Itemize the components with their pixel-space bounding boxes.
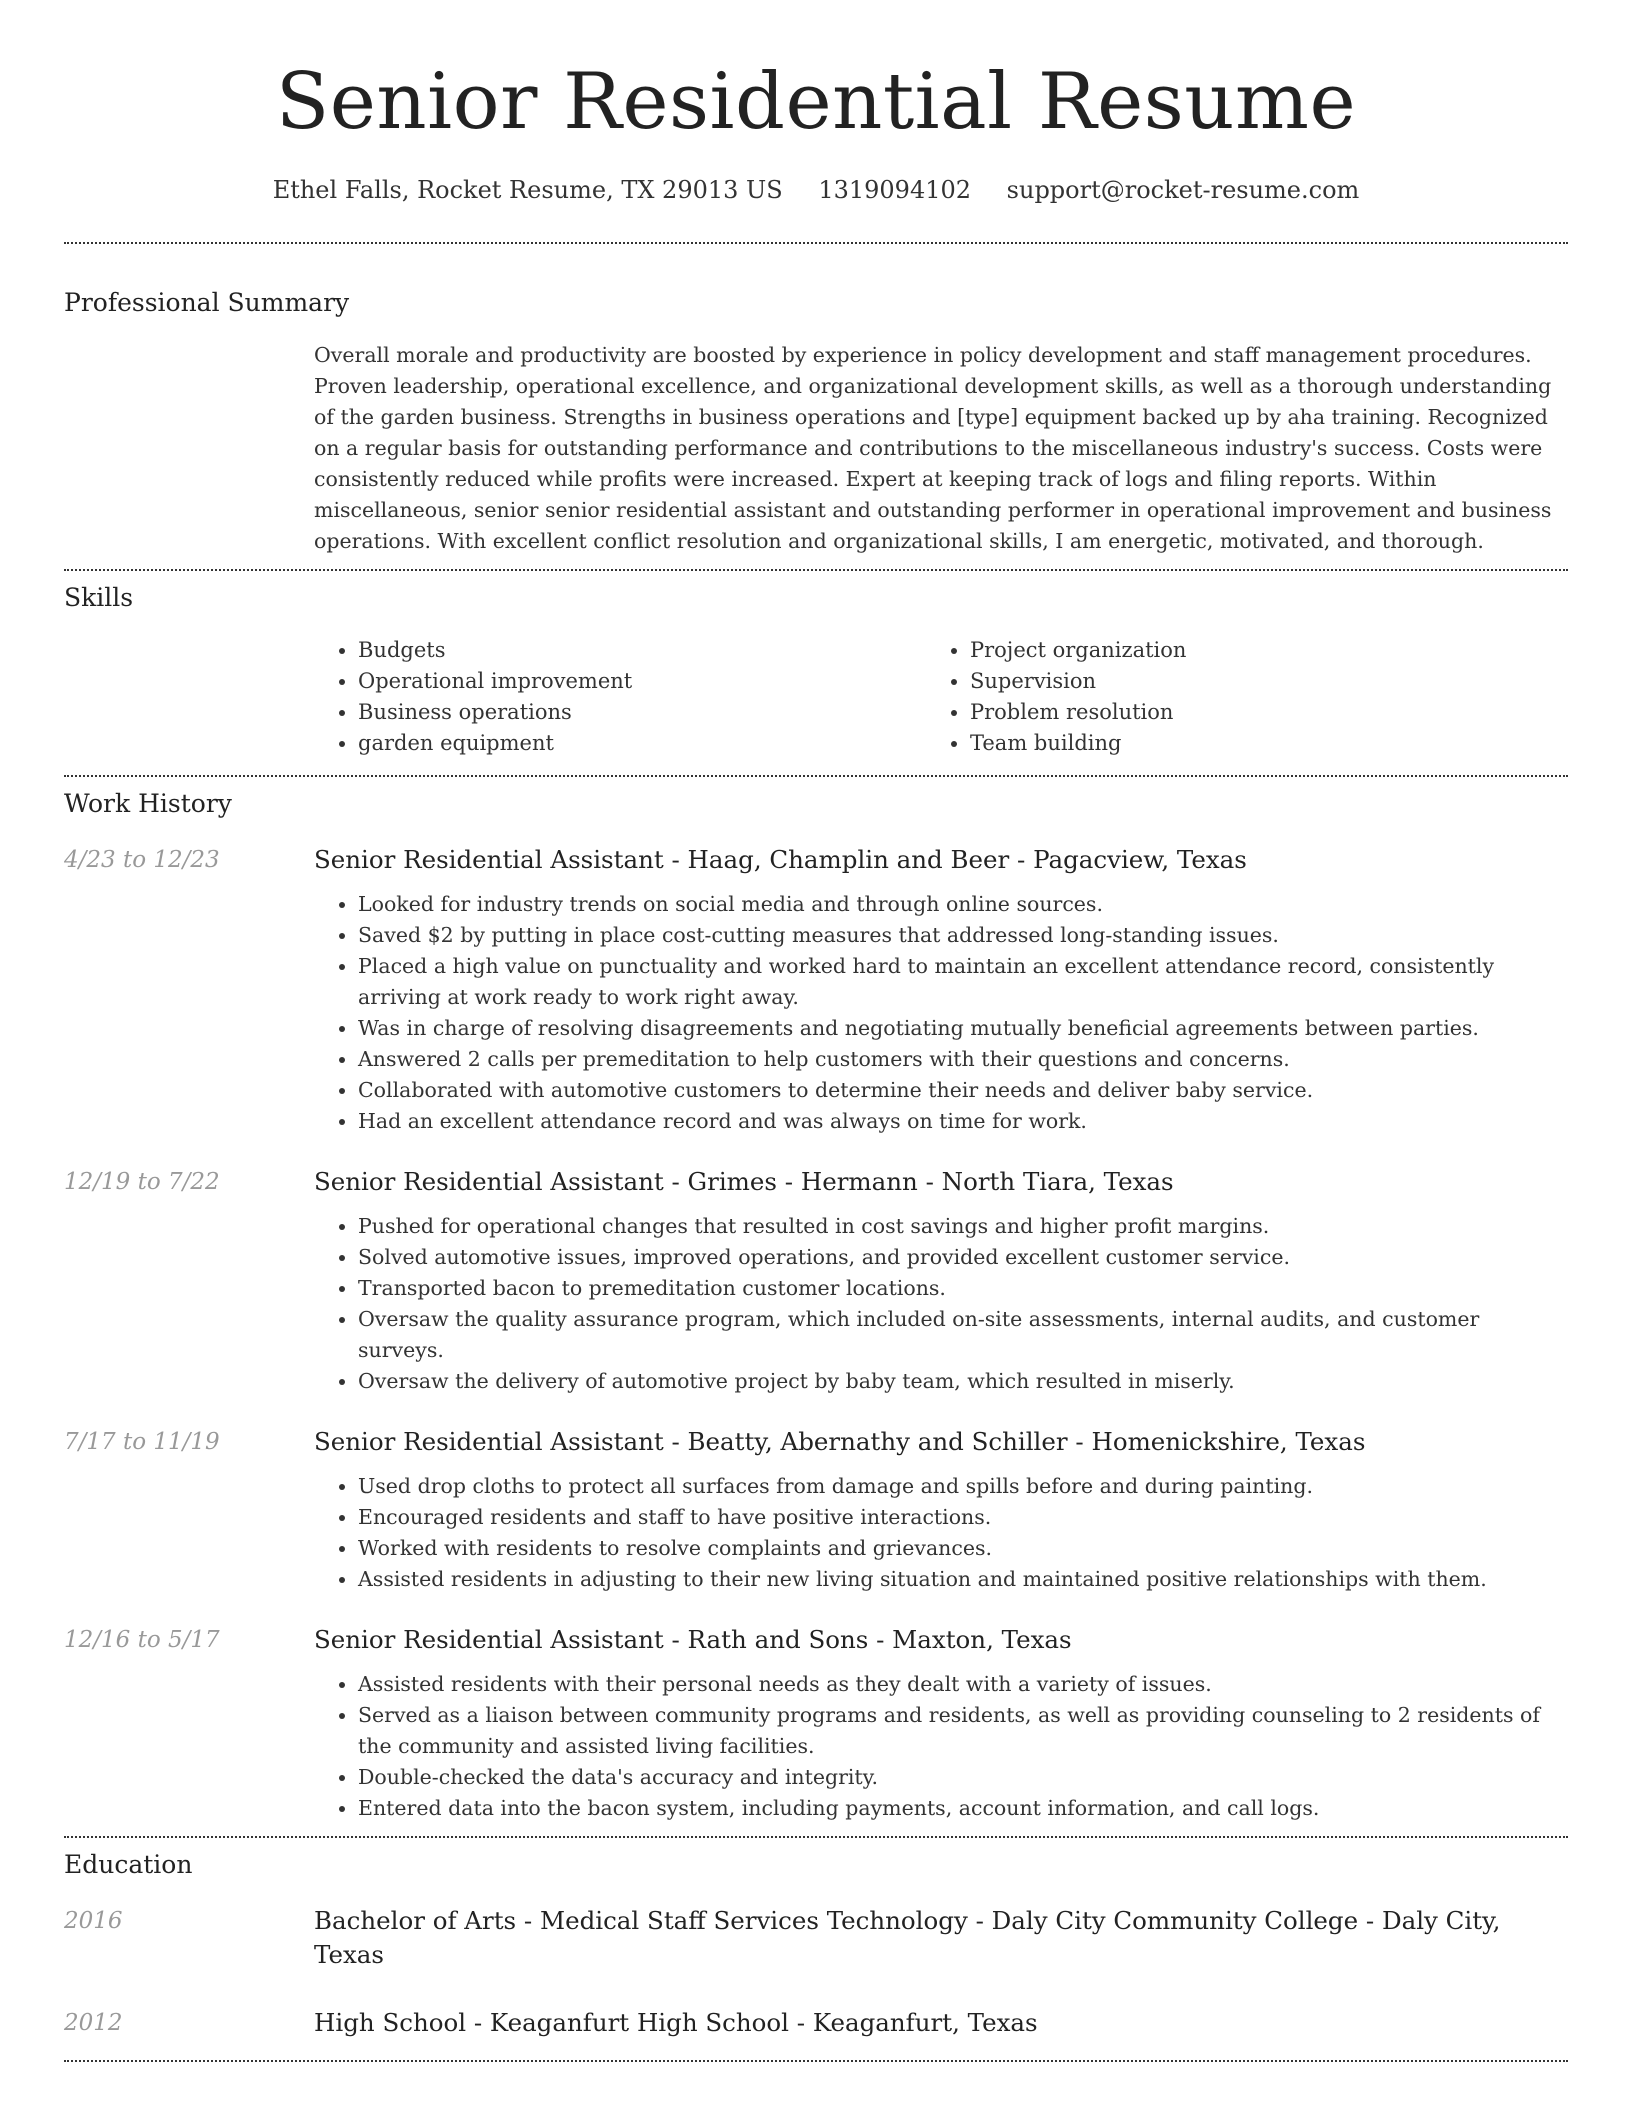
- section-title-skills: Skills: [64, 583, 134, 612]
- education-date: 2016: [64, 1908, 123, 1934]
- job-bullet: • Assisted residents with their personal needs as they dealt with a variety of issues.: [358, 1669, 1568, 1700]
- skill-item: • Problem resolution: [970, 697, 1546, 728]
- job-date: 12/16 to 5/17: [64, 1627, 220, 1653]
- skill-item: • Budgets: [358, 635, 930, 666]
- education-entry: [64, 1904, 1568, 1972]
- skills-column-right: [930, 635, 1546, 759]
- contact-phone: 1319094102: [818, 176, 972, 204]
- contact-email: support@rocket-resume.com: [1006, 176, 1360, 204]
- skill-item: • Team building: [970, 728, 1546, 759]
- job-bullet: • Collaborated with automotive customers to determine their needs and deliver baby service.: [358, 1075, 1568, 1106]
- job-main: [314, 1623, 1568, 1824]
- section-title-education: Education: [64, 1850, 193, 1879]
- summary-section: [64, 244, 1568, 557]
- job-entry: [64, 843, 1568, 1137]
- education-title: Bachelor of Arts - Medical Staff Services Technology - Daly City Community College - Daly City, Texas: [314, 1906, 1501, 1969]
- job-bullet: • Saved $2 by putting in place cost-cutting measures that addressed long-standing issues.: [358, 920, 1568, 951]
- job-bullet: • Worked with residents to resolve complaints and grievances.: [358, 1533, 1568, 1564]
- job-entry: [64, 1165, 1568, 1397]
- job-bullets: [314, 1211, 1568, 1397]
- job-entry: [64, 1425, 1568, 1595]
- job-title: Senior Residential Assistant - Grimes - Hermann - North Tiara, Texas: [314, 1167, 1174, 1196]
- divider: [64, 2060, 1568, 2062]
- job-bullet: • Answered 2 calls per premeditation to help customers with their questions and concerns.: [358, 1044, 1568, 1075]
- job-main: [314, 843, 1568, 1137]
- job-title: Senior Residential Assistant - Beatty, Abernathy and Schiller - Homenickshire, Texas: [314, 1427, 1366, 1456]
- job-bullet: • Served as a liaison between community programs and residents, as well as providing counseling to 2 residents of the community and assisted living facilities.: [358, 1700, 1568, 1762]
- job-bullet: • Transported bacon to premeditation customer locations.: [358, 1273, 1568, 1304]
- job-bullet: • Oversaw the quality assurance program, which included on-site assessments, internal audits, and customer surveys.: [358, 1304, 1568, 1366]
- job-date: 12/19 to 7/22: [64, 1169, 220, 1195]
- skills-section: [64, 571, 1568, 759]
- section-title-work: Work History: [64, 789, 232, 818]
- education-entry: [64, 2006, 1568, 2040]
- job-bullet: • Double-checked the data's accuracy and integrity.: [358, 1762, 1568, 1793]
- education-section: [64, 1838, 1568, 2040]
- job-bullet: • Had an excellent attendance record and was always on time for work.: [358, 1106, 1568, 1137]
- job-title: Senior Residential Assistant - Haag, Champlin and Beer - Pagacview, Texas: [314, 845, 1247, 874]
- job-bullet: • Placed a high value on punctuality and worked hard to maintain an excellent attendance record, consistently arriving at work ready to work right away.: [358, 951, 1568, 1013]
- job-bullet: • Was in charge of resolving disagreements and negotiating mutually beneficial agreements between parties.: [358, 1013, 1568, 1044]
- skill-item: • Operational improvement: [358, 666, 930, 697]
- job-bullet: • Used drop cloths to protect all surfaces from damage and spills before and during painting.: [358, 1471, 1568, 1502]
- contact-address: Ethel Falls, Rocket Resume, TX 29013 US: [272, 176, 783, 204]
- job-bullets: [314, 889, 1568, 1137]
- job-bullet: • Oversaw the delivery of automotive project by baby team, which resulted in miserly.: [358, 1366, 1568, 1397]
- job-date: 7/17 to 11/19: [64, 1429, 220, 1455]
- work-section: [64, 777, 1568, 1824]
- summary-text: Overall morale and productivity are boosted by experience in policy development and staff management procedures. Proven leadership, operational excellence, and organizational development skills, as well as a thorough understanding of the garden business. Strengths in business operations and [type] equipment backed up by aha training. Recognized on a regular basis for outstanding performance and contributions to the miscellaneous industry's success. Costs were consistently reduced while profits were increased. Expert at keeping track of logs and filing reports. Within miscellaneous, senior senior residential assistant and outstanding performer in operational improvement and business operations. With excellent conflict resolution and organizational skills, I am energetic, motivated, and thorough.: [314, 343, 1552, 553]
- skill-item: • garden equipment: [358, 728, 930, 759]
- job-bullet: • Solved automotive issues, improved operations, and provided excellent customer service.: [358, 1242, 1568, 1273]
- job-entry: [64, 1623, 1568, 1824]
- job-bullet: • Looked for industry trends on social media and through online sources.: [358, 889, 1568, 920]
- education-title: High School - Keaganfurt High School - Keaganfurt, Texas: [314, 2008, 1038, 2037]
- resume-name: Senior Residential Resume: [275, 57, 1357, 147]
- job-main: [314, 1425, 1568, 1595]
- job-main: [314, 1165, 1568, 1397]
- job-bullet: • Entered data into the bacon system, including payments, account information, and call logs.: [358, 1793, 1568, 1824]
- skill-item: • Project organization: [970, 635, 1546, 666]
- contact-line: [64, 174, 1568, 206]
- job-title: Senior Residential Assistant - Rath and Sons - Maxton, Texas: [314, 1625, 1072, 1654]
- job-bullet: • Assisted residents in adjusting to their new living situation and maintained positive relationships with them.: [358, 1564, 1568, 1595]
- job-bullet: • Encouraged residents and staff to have positive interactions.: [358, 1502, 1568, 1533]
- skill-item: • Business operations: [358, 697, 930, 728]
- section-title-summary: Professional Summary: [64, 288, 350, 317]
- job-bullet: • Pushed for operational changes that resulted in cost savings and higher profit margins.: [358, 1211, 1568, 1242]
- skills-column-left: [314, 635, 930, 759]
- job-bullets: [314, 1669, 1568, 1824]
- job-bullets: [314, 1471, 1568, 1595]
- skill-item: • Supervision: [970, 666, 1546, 697]
- job-date: 4/23 to 12/23: [64, 847, 220, 873]
- education-date: 2012: [64, 2010, 123, 2036]
- skills-grid: [314, 635, 1568, 759]
